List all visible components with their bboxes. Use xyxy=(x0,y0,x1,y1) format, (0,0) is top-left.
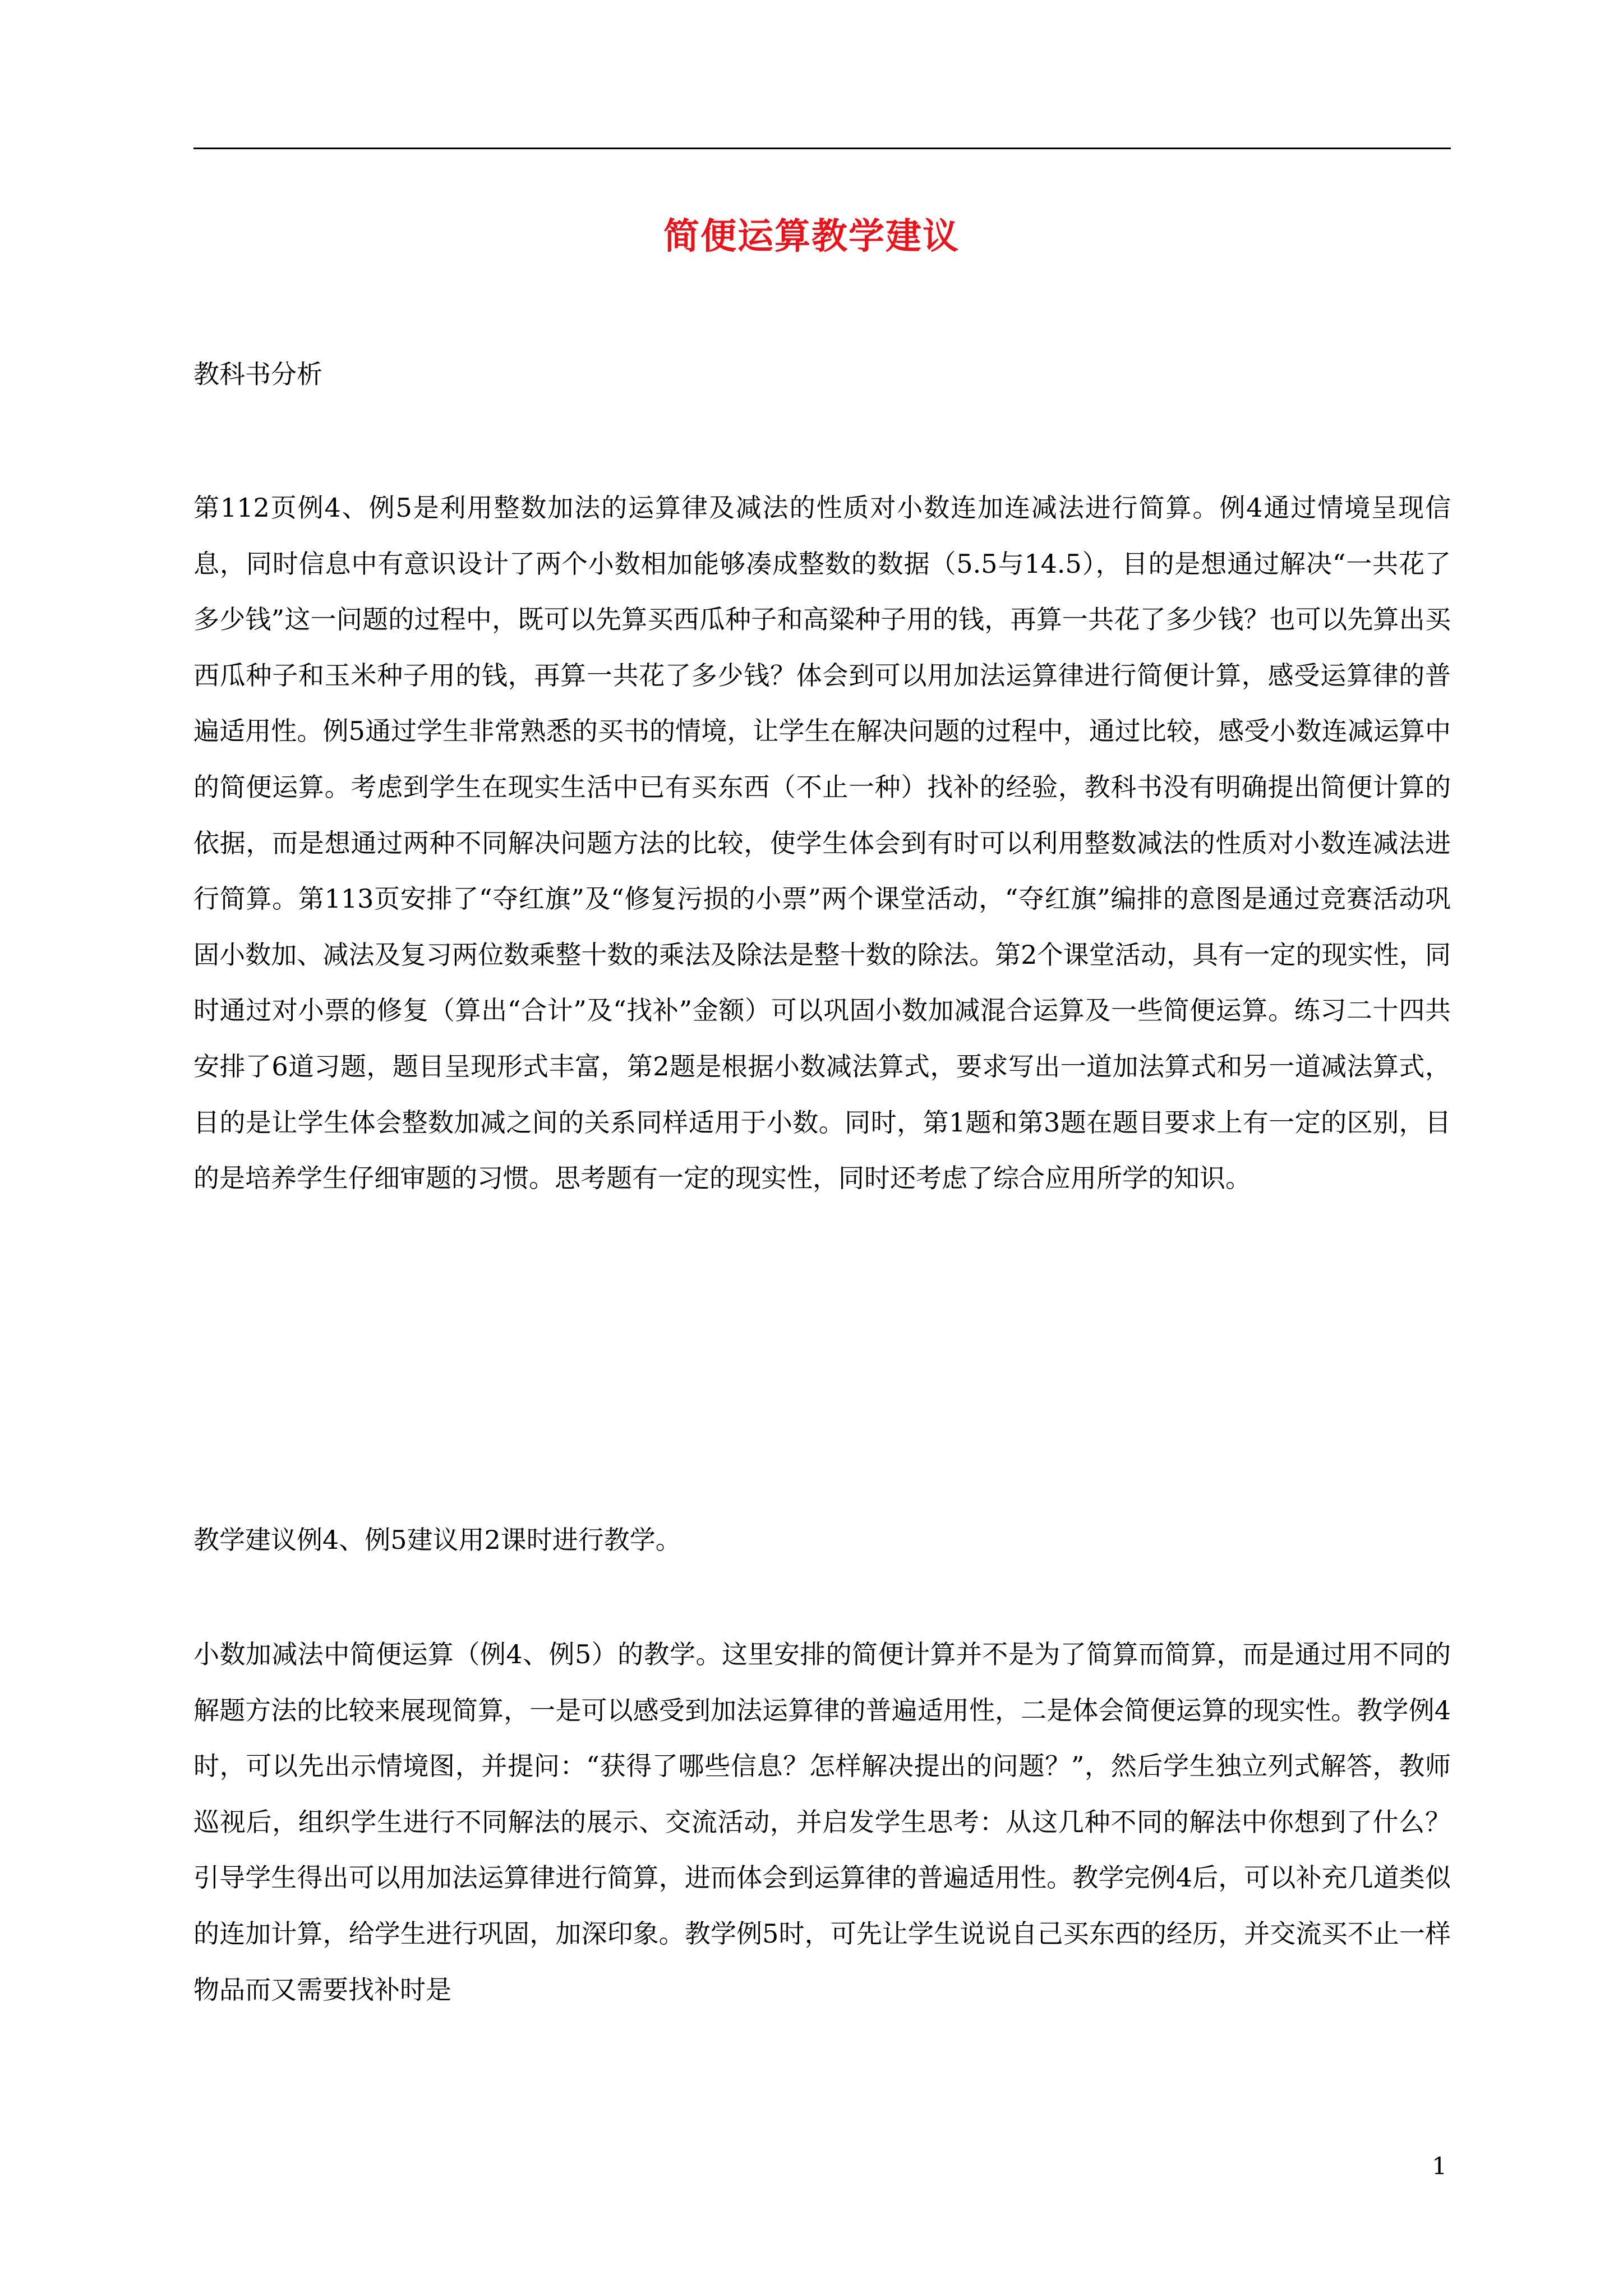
section-label-textbook-analysis: 教科书分析 xyxy=(193,359,322,389)
page-number: 1 xyxy=(1432,2152,1447,2180)
document-title: 简便运算教学建议 xyxy=(663,215,960,257)
header-rule xyxy=(193,148,1451,149)
paragraph-textbook-analysis: 第112页例4、例5是利用整数加法的运算律及减法的性质对小数连加连减法进行简算。例4通过情境呈现信息，同时信息中有意识设计了两个小数相加能够凑成整数的数据（5.5与14.5），目的是想通过解决“一共花了多少钱”这一问题的过程中，既可以先算买西瓜种子和高粱种子用的钱，再算一共花了多少钱？也可以先算出买西瓜种子和玉米种子用的钱，再算一共花了多少钱？体会到可以用加法运算律进行简便计算，感受运算律的普遍适用性。例5通过学生非常熟悉的买书的情境，让学生在解决问题的过程中，通过比较，感受小数连减运算中的简便运算。考虑到学生在现实生活中已有买东西（不止一种）找补的经验，教科书没有明确提出简便计算的依据，而是想通过两种不同解决问题方法的比较，使学生体会到有时可以利用整数减法的性质对小数连减法进行简算。第113页安排了“夺红旗”及“修复污损的小票”两个课堂活动，“夺红旗”编排的意图是通过竞赛活动巩固小数加、减法及复习两位数乘整十数的乘法及除法是整十数的除法。第2个课堂活动，具有一定的现实性，同时通过对小票的修复（算出“合计”及“找补”金额）可以巩固小数加减混合运算及一些简便运算。练习二十四共安排了6道习题，题目呈现形式丰富，第2题是根据小数减法算式，要求写出一道加法算式和另一道减法算式，目的是让学生体会整数加减之间的关系同样适用于小数。同时，第1题和第3题在题目要求上有一定的区别，目的是培养学生仔细审题的习惯。思考题有一定的现实性，同时还考虑了综合应用所学的知识。 xyxy=(193,493,1451,1194)
paragraph-teaching-details: 小数加减法中简便运算（例4、例5）的教学。这里安排的简便计算并不是为了简算而简算，而是通过用不同的解题方法的比较来展现简算，一是可以感受到加法运算律的普遍适用性，二是体会简便运算的现实性。教学例4时，可以先出示情境图，并提问：“获得了哪些信息？怎样解决提出的问题？”，然后学生独立列式解答，教师巡视后，组织学生进行不同解法的展示、交流活动，并启发学生思考：从这几种不同的解法中你想到了什么？引导学生得出可以用加法运算律进行简算，进而体会到运算律的普遍适用性。教学完例4后，可以补充几道类似的连加计算，给学生进行巩固，加深印象。教学例5时，可先让学生说说自己买东西的经历，并交流买不止一样物品而又需要找补时是 xyxy=(193,1639,1451,2005)
teaching-suggestion-line: 教学建议例4、例5建议用2课时进行教学。 xyxy=(193,1525,681,1555)
